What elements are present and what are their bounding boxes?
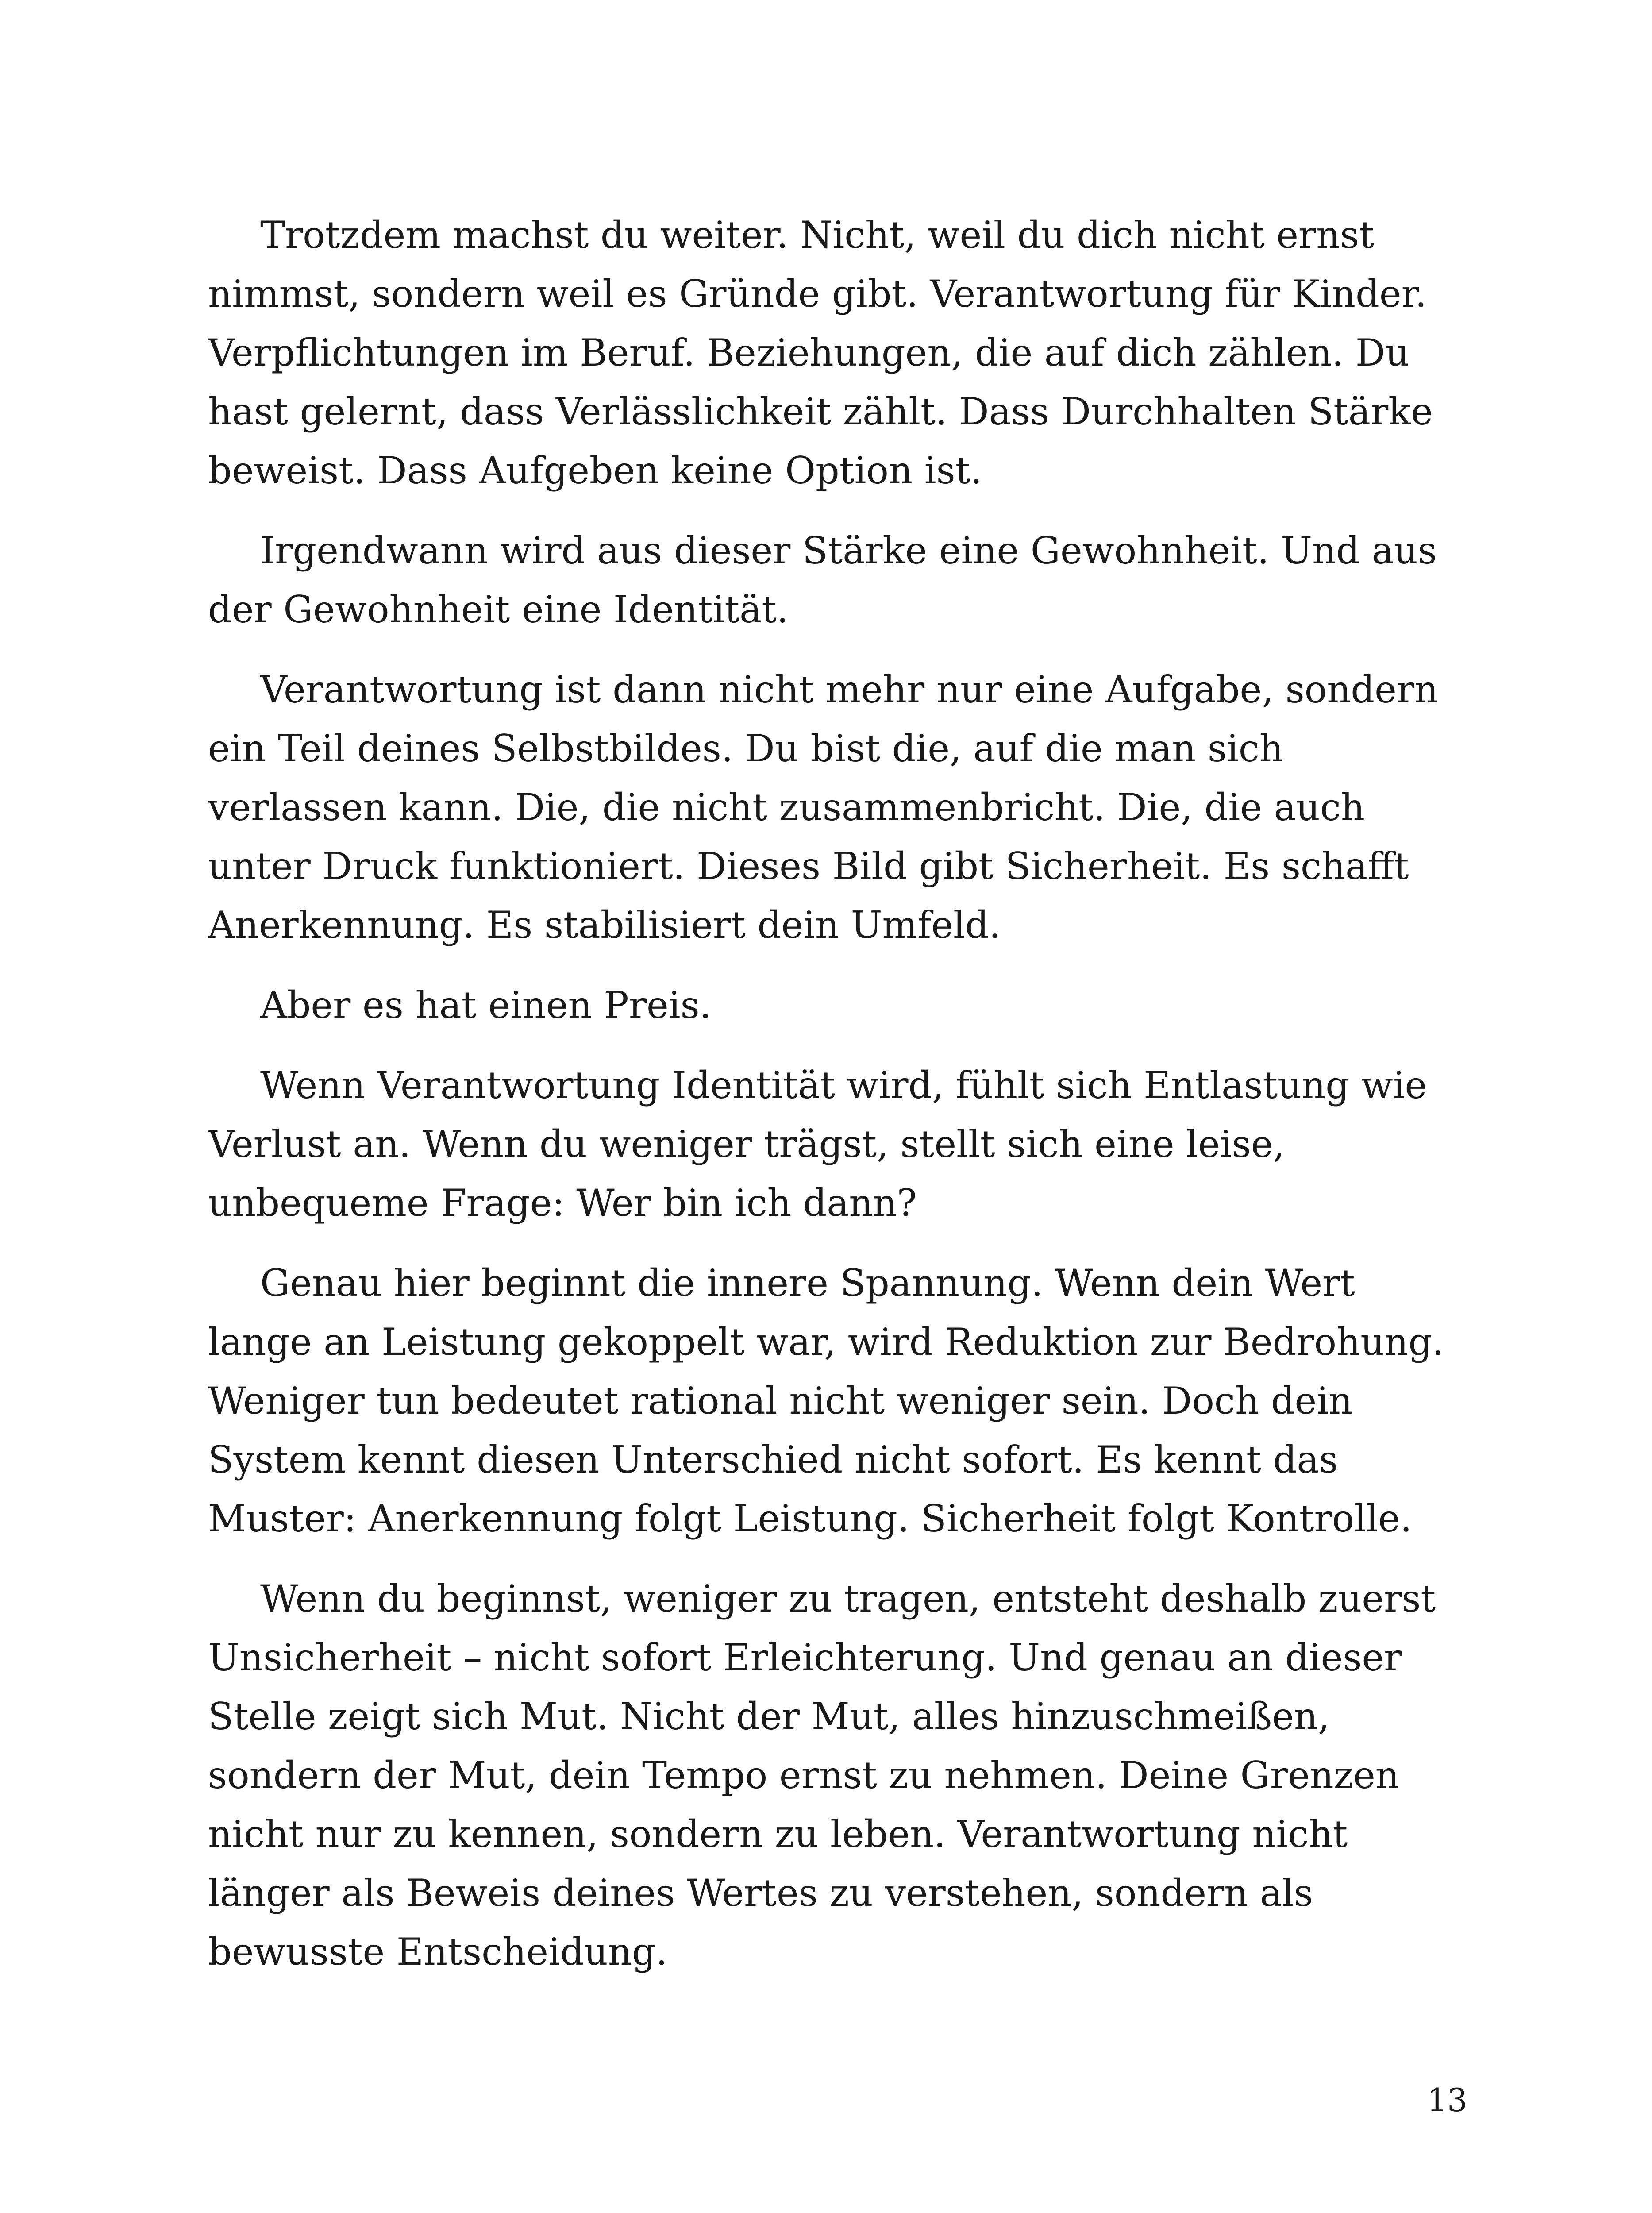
paragraph-3: Verantwortung ist dann nicht mehr nur eine Aufgabe, sondern ein Teil deines Selbstbildes. Du bist die, auf die man sich verlassen kann. Die, die nicht zusammenbricht. Die, die auch unter Druck funktioniert. Dieses Bild gibt Sicherheit. Es schafft Anerkennung. Es stabilisiert dein Umfeld. xyxy=(208,668,1439,947)
paragraph-1: Trotzdem machst du weiter. Nicht, weil du dich nicht ernst nimmst, sondern weil es Gründe gibt. Verantwortung für Kinder. Verpflichtungen im Beruf. Beziehungen, die auf dich zählen. Du hast gelernt, dass Verlässlichkeit zählt. Dass Durchhalten Stärke beweist. Dass Aufgeben keine Option ist. xyxy=(208,213,1433,492)
page-number: 13 xyxy=(1427,2082,1467,2119)
paragraph-4: Aber es hat einen Preis. xyxy=(260,983,712,1027)
paragraph-5: Wenn Verantwortung Identität wird, fühlt sich Entlastung wie Verlust an. Wenn du weniger trägst, stellt sich eine leise, unbequeme Frage: Wer bin ich dann? xyxy=(208,1064,1427,1225)
paragraph-7: Wenn du beginnst, weniger zu tragen, entsteht deshalb zuerst Unsicherheit – nicht sofort Erleichterung. Und genau an dieser Stelle zeigt sich Mut. Nicht der Mut, alles hinzuschmeißen, sondern der Mut, dein Tempo ernst zu nehmen. Deine Grenzen nicht nur zu kennen, sondern zu leben. Verantwortung nicht länger als Beweis deines Wertes zu verstehen, sondern als bewusste Entscheidung. xyxy=(208,1577,1436,1974)
body-text xyxy=(208,206,1465,2003)
paragraph-2: Irgendwann wird aus dieser Stärke eine Gewohnheit. Und aus der Gewohnheit eine Identität. xyxy=(208,529,1437,631)
paragraph-6: Genau hier beginnt die innere Spannung. Wenn dein Wert lange an Leistung gekoppelt war, wird Reduktion zur Bedrohung. Weniger tun bedeutet rational nicht weniger sein. Doch dein System kennt diesen Unterschied nicht sofort. Es kennt das Muster: Anerkennung folgt Leistung. Sicherheit folgt Kontrolle. xyxy=(208,1261,1444,1540)
